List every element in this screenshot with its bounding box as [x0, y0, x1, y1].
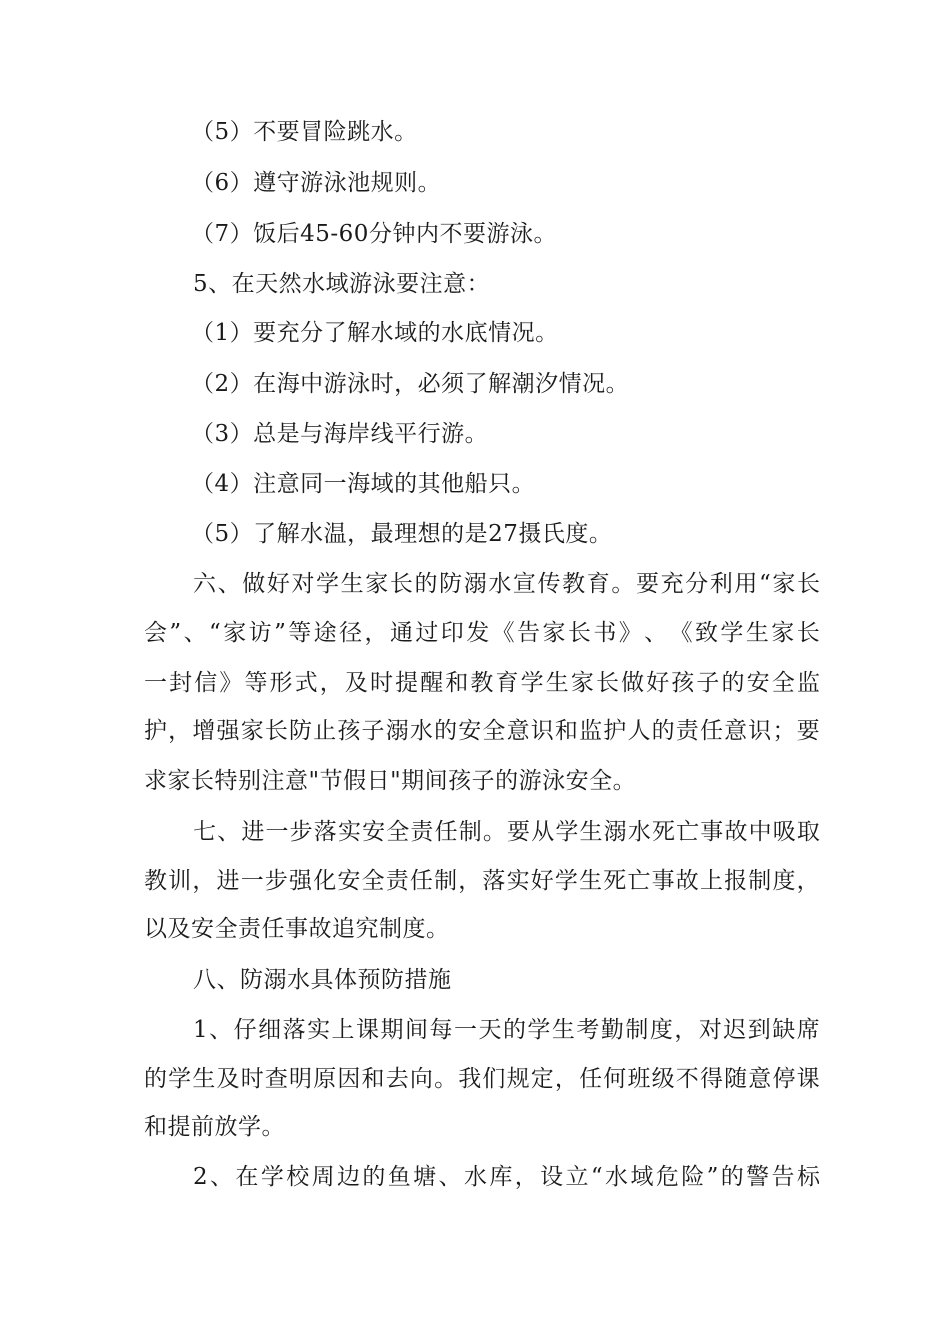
list-item: （5）不要冒险跳水。: [191, 119, 418, 145]
paragraph-line: 以及安全责任事故追究制度。: [144, 916, 450, 942]
paragraph-line: 护 ， 增 强 家 长 防 止 孩 子 溺 水 的 安 全 意 识 和 监 护 人 的 责 任 意 识 ； 要: [144, 718, 820, 744]
section-heading: 八、防溺水具体预防措施: [193, 967, 452, 993]
paragraph-line: 一 封 信 》 等 形 式 ， 及 时 提 醒 和 教 育 学 生 家 长 做 好 孩 子 的 安 全 监: [144, 670, 820, 696]
paragraph-line: 1 、 仔 细 落 实 上 课 期 间 每 一 天 的 学 生 考 勤 制 度 ， 对 迟 到 缺 席: [193, 1017, 820, 1043]
list-item: （5）了解水温，最理想的是27摄氏度。: [191, 521, 613, 547]
list-item: （4）注意同一海域的其他船只。: [191, 471, 536, 497]
list-item: （2）在海中游泳时，必须了解潮汐情况。: [191, 371, 630, 397]
section-heading: 5、在天然水域游泳要注意：: [193, 271, 491, 297]
paragraph-line: 2 、 在 学 校 周 边 的 鱼 塘 、 水 库 ， 设 立 “ 水 域 危 险 ” 的 警 告 标: [193, 1164, 820, 1190]
paragraph-line: 求家长特别注意"节假日"期间孩子的游泳安全。: [144, 768, 637, 794]
list-item: （6）遵守游泳池规则。: [191, 170, 442, 196]
paragraph-line: 的 学 生 及 时 查 明 原 因 和 去 向 。 我 们 规 定 ， 任 何 班 级 不 得 随 意 停 课: [144, 1066, 820, 1092]
paragraph-line: 六 、 做 好 对 学 生 家 长 的 防 溺 水 宣 传 教 育 。 要 充 分 利 用 “ 家 长: [193, 571, 820, 597]
paragraph-line: 会 ” 、 “ 家 访 ” 等 途 径 ， 通 过 印 发 《 告 家 长 书 》 、 《 致 学 生 家 长: [144, 620, 820, 646]
list-item: （7）饭后45-60分钟内不要游泳。: [191, 221, 557, 247]
paragraph-line: 七 、 进 一 步 落 实 安 全 责 任 制 。 要 从 学 生 溺 水 死 亡 事 故 中 吸 取: [193, 819, 820, 845]
paragraph-line: 和提前放学。: [144, 1114, 285, 1140]
list-item: （1）要充分了解水域的水底情况。: [191, 320, 559, 346]
list-item: （3）总是与海岸线平行游。: [191, 421, 489, 447]
paragraph-line: 教 训 ， 进 一 步 强 化 安 全 责 任 制 ， 落 实 好 学 生 死 亡 事 故 上 报 制 度 ，: [144, 868, 820, 894]
